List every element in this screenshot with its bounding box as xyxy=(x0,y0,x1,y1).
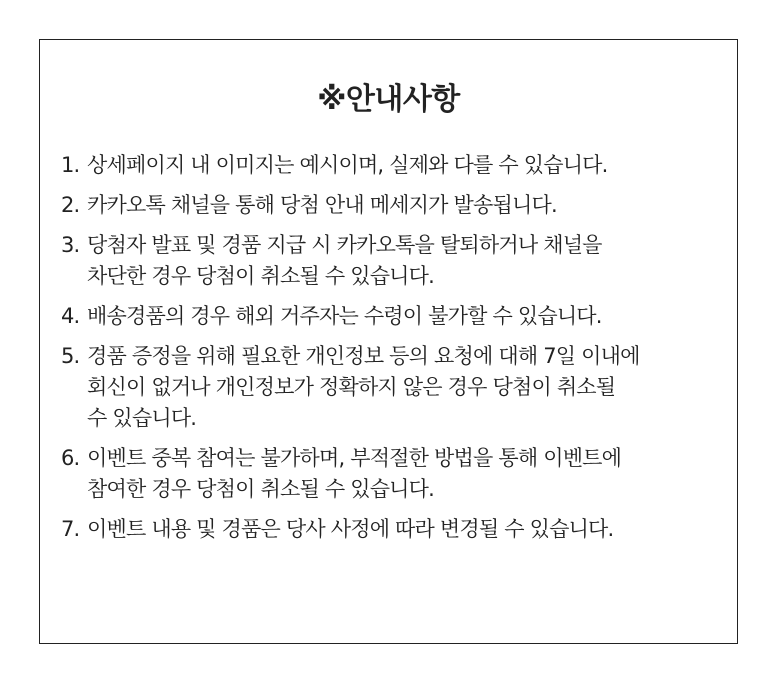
item-number: 4. xyxy=(61,304,80,328)
item-line: 이벤트 중복 참여는 불가하며, 부적절한 방법을 통해 이벤트에 xyxy=(87,446,622,470)
item-line: 카카오톡 채널을 통해 당첨 안내 메세지가 발송됩니다. xyxy=(87,193,557,217)
item-text xyxy=(87,190,723,221)
notice-item-5 xyxy=(61,341,723,434)
item-number: 5. xyxy=(61,344,80,368)
item-number: 1. xyxy=(61,153,80,177)
notice-box xyxy=(39,39,738,644)
notice-item-2 xyxy=(61,190,723,221)
item-line: 참여한 경우 당첨이 취소될 수 있습니다. xyxy=(87,477,435,501)
item-text xyxy=(87,301,723,332)
item-text xyxy=(87,443,723,505)
item-line: 배송경품의 경우 해외 거주자는 수령이 불가할 수 있습니다. xyxy=(87,304,602,328)
item-line: 차단한 경우 당첨이 취소될 수 있습니다. xyxy=(87,264,435,288)
notice-item-7 xyxy=(61,514,723,545)
item-text xyxy=(87,150,723,181)
item-text xyxy=(87,341,723,434)
item-line: 이벤트 내용 및 경품은 당사 사정에 따라 변경될 수 있습니다. xyxy=(87,517,614,541)
item-line: 수 있습니다. xyxy=(87,406,197,430)
notice-item-4 xyxy=(61,301,723,332)
notice-title: ※안내사항 xyxy=(317,82,460,117)
item-number: 3. xyxy=(61,233,80,257)
item-line: 상세페이지 내 이미지는 예시이며, 실제와 다를 수 있습니다. xyxy=(87,153,608,177)
item-number: 2. xyxy=(61,193,80,217)
notice-item-6 xyxy=(61,443,723,505)
item-number: 7. xyxy=(61,517,80,541)
notice-item-1 xyxy=(61,150,723,181)
item-text xyxy=(87,230,723,292)
notice-list xyxy=(61,150,723,554)
item-number: 6. xyxy=(61,446,80,470)
item-text xyxy=(87,514,723,545)
notice-item-3 xyxy=(61,230,723,292)
item-line: 당첨자 발표 및 경품 지급 시 카카오톡을 탈퇴하거나 채널을 xyxy=(87,233,602,257)
item-line: 회신이 없거나 개인정보가 정확하지 않은 경우 당첨이 취소될 xyxy=(87,375,616,399)
item-line: 경품 증정을 위해 필요한 개인정보 등의 요청에 대해 7일 이내에 xyxy=(87,344,640,368)
